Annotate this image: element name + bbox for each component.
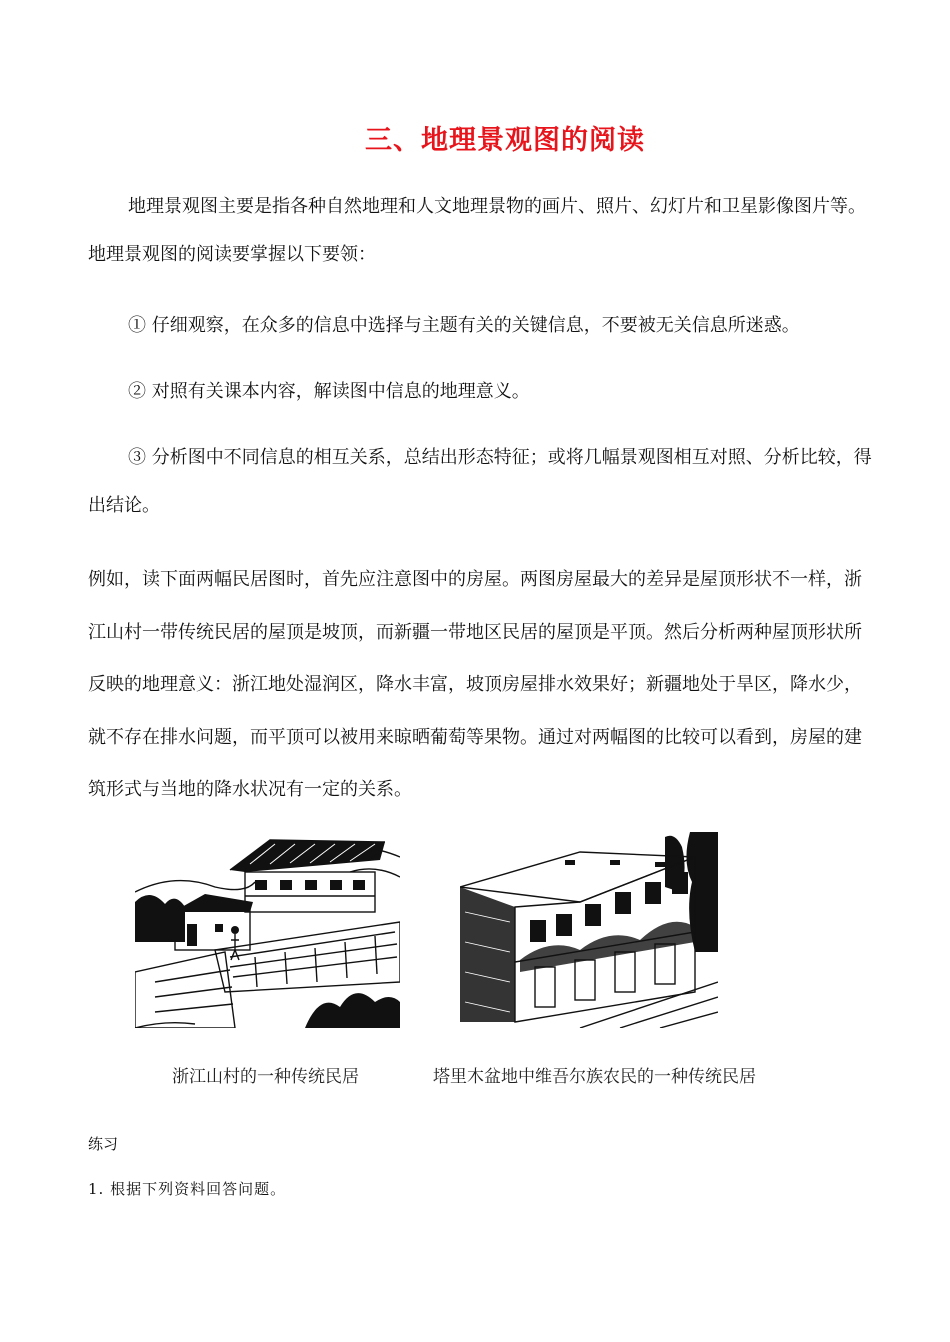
tarim-house-figure: [460, 832, 718, 1028]
sloped-roof-house-illustration: [135, 832, 400, 1028]
exercise-heading: 练习: [88, 1135, 119, 1153]
figure-2-caption: 塔里木盆地中维吾尔族农民的一种传统民居: [433, 1067, 756, 1087]
point-1: ① 仔细观察，在众多的信息中选择与主题有关的关键信息，不要被无关信息所迷惑。: [128, 315, 800, 336]
point-3: ③ 分析图中不同信息的相互关系，总结出形态特征；或将几幅景观图相互对照、分析比较，得出结论。: [88, 447, 872, 516]
zhejiang-house-figure: [135, 832, 400, 1028]
page-title: 三、地理景观图的阅读: [365, 125, 645, 156]
example-paragraph: 例如，读下面两幅民居图时，首先应注意图中的房屋。两图房屋最大的差异是屋顶形状不一样，浙江山村一带传统民居的屋顶是坡顶，而新疆一带地区民居的屋顶是平顶。然后分析两种屋顶形状所反映的地理意义：浙江地处湿润区，降水丰富，坡顶房屋排水效果好；新疆地处于旱区，降水少，就不存在排水问题，而平顶可以被用来晾晒葡萄等果物。通过对两幅图的比较可以看到，房屋的建筑形式与当地的降水状况有一定的关系。: [88, 569, 862, 800]
figure-1-caption: 浙江山村的一种传统民居: [172, 1067, 359, 1087]
exercise-question-1: 1. 根据下列资料回答问题。: [88, 1180, 287, 1198]
point-2: ② 对照有关课本内容，解读图中信息的地理意义。: [128, 381, 530, 402]
flat-roof-house-illustration: [460, 832, 718, 1028]
intro-paragraph: 地理景观图主要是指各种自然地理和人文地理景物的画片、照片、幻灯片和卫星影像图片等。地理景观图的阅读要掌握以下要领：: [88, 196, 866, 265]
